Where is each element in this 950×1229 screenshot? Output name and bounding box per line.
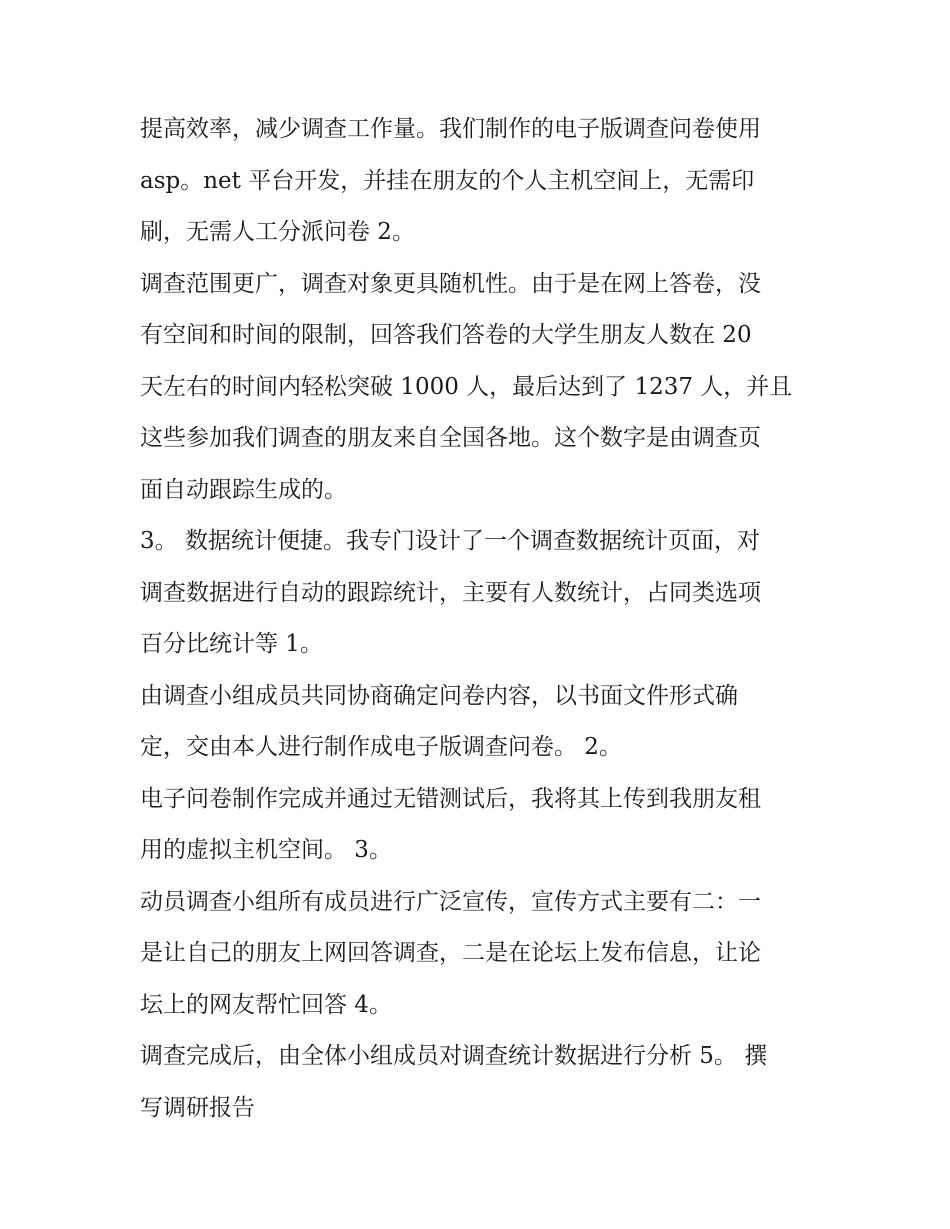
text-line: 坛上的网友帮忙回答 4。 [140, 991, 392, 1018]
text-line: 这些参加我们调查的朋友来自全国各地。这个数字是由调查页 [140, 425, 761, 451]
text-line: 调查完成后，由全体小组成员对调查统计数据进行分析 5。 撰 [140, 1043, 768, 1069]
text-line: 动员调查小组所有成员进行广泛宣传，宣传方式主要有二：一 [140, 888, 761, 915]
text-line: 面自动跟踪生成的。 [140, 476, 347, 503]
text-line: 电子问卷制作完成并通过无错测试后，我将其上传到我朋友租 [140, 785, 761, 812]
text-line: 用的虚拟主机空间。 3。 [140, 837, 392, 863]
text-line: 定，交由本人进行制作成电子版调查问卷。 2。 [140, 734, 622, 760]
text-line: asp。net 平台开发，并挂在朋友的个人主机空间上，无需印 [140, 167, 755, 194]
text-line: 3。 数据统计便捷。我专门设计了一个调查数据统计页面，对 [140, 528, 760, 554]
text-line: 提高效率，减少调查工作量。我们制作的电子版调查问卷使用 [140, 116, 761, 142]
text-line: 调查数据进行自动的跟踪统计，主要有人数统计，占同类选项 [140, 579, 761, 606]
document-body [140, 104, 820, 1134]
text-line: 百分比统计等 1。 [140, 631, 323, 657]
text-line: 有空间和时间的限制，回答我们答卷的大学生朋友人数在 20 [140, 322, 752, 348]
text-line: 是让自己的朋友上网回答调查，二是在论坛上发布信息，让论 [140, 940, 761, 966]
text-line: 调查范围更广，调查对象更具随机性。由于是在网上答卷，没 [140, 270, 761, 297]
text-line: 刷，无需人工分派问卷 2。 [140, 219, 415, 245]
text-line: 天左右的时间内轻松突破 1000 人，最后达到了 1237 人，并且 [140, 373, 793, 400]
text-line: 写调研报告 [140, 1094, 255, 1121]
text-line: 由调查小组成员共同协商确定问卷内容，以书面文件形式确 [140, 682, 738, 709]
